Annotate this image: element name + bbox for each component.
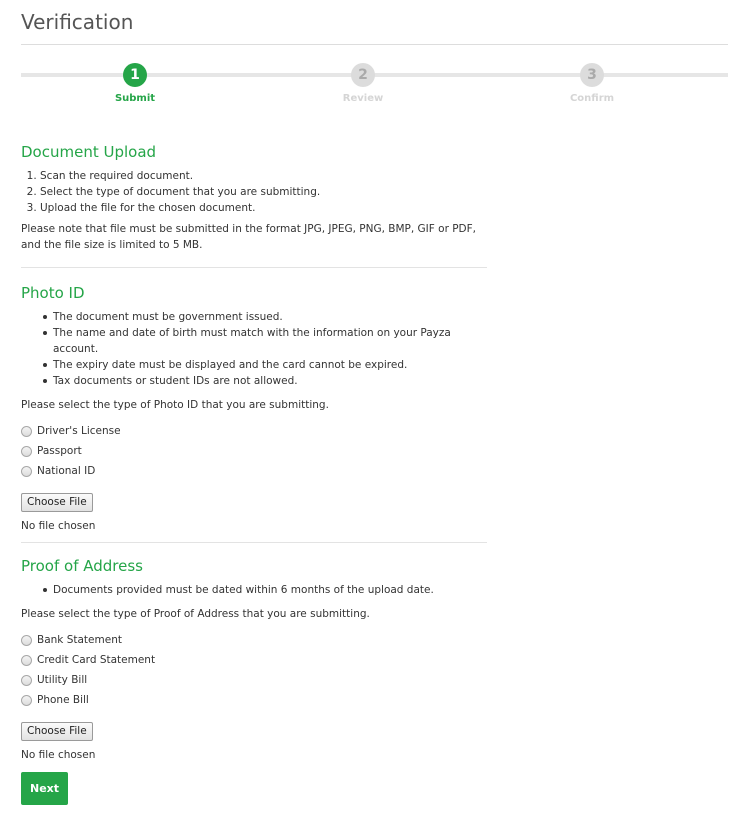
radio-button[interactable] [21, 695, 32, 706]
radio-label[interactable]: Bank Statement [37, 634, 122, 646]
progress-stepper [21, 62, 728, 114]
radio-drivers-license[interactable] [21, 421, 487, 441]
document-upload-section [21, 143, 487, 253]
photo-id-prompt: Please select the type of Photo ID that you are submitting. [21, 399, 329, 411]
step-review [303, 62, 423, 104]
list-item: Tax documents or student IDs are not allowed. [42, 373, 487, 389]
radio-label[interactable]: Utility Bill [37, 674, 88, 686]
radio-label[interactable]: Credit Card Statement [37, 654, 156, 666]
radio-button[interactable] [21, 446, 32, 457]
address-requirements [42, 582, 487, 598]
title-divider [21, 44, 728, 45]
radio-button[interactable] [21, 426, 32, 437]
list-item: 2. Select the type of document that you are submitting. [40, 184, 487, 200]
radio-passport[interactable] [21, 441, 487, 461]
radio-national-id[interactable] [21, 461, 487, 481]
upload-steps-list [40, 168, 487, 216]
proof-of-address-section [21, 557, 487, 763]
page-title: Verification [21, 10, 134, 34]
file-format-note: Please note that file must be submitted in the format JPG, JPEG, PNG, BMP, GIF or PDF, and the file size is limited to 5 MB. [21, 223, 477, 251]
verification-form [21, 143, 487, 763]
radio-button[interactable] [21, 655, 32, 666]
step-label: Confirm [569, 93, 615, 104]
photo-id-choose-file-button[interactable]: Choose File [21, 493, 93, 512]
radio-label[interactable]: Phone Bill [37, 694, 89, 706]
list-item: 3. Upload the file for the chosen document. [40, 200, 487, 216]
step-label: Submit [114, 93, 156, 104]
list-item: The document must be government issued. [42, 309, 487, 325]
photo-id-file-status: No file chosen [21, 520, 96, 532]
radio-label[interactable]: Driver's License [37, 425, 121, 437]
section-heading-document-upload: Document Upload [21, 143, 157, 161]
photo-id-section [21, 284, 487, 534]
radio-credit-card-statement[interactable] [21, 650, 487, 670]
radio-utility-bill[interactable] [21, 670, 487, 690]
radio-phone-bill[interactable] [21, 690, 487, 710]
step-label: Review [342, 93, 384, 104]
address-choose-file-button[interactable]: Choose File [21, 722, 93, 741]
step-confirm [532, 62, 652, 104]
list-item: The expiry date must be displayed and the card cannot be expired. [42, 357, 487, 373]
step-number-circle: 1 [123, 63, 147, 87]
section-heading-photo-id: Photo ID [21, 284, 85, 302]
radio-label[interactable]: Passport [37, 445, 82, 457]
list-item: The name and date of birth must match with the information on your Payza account. [42, 325, 487, 357]
radio-label[interactable]: National ID [37, 465, 96, 477]
address-file-status: No file chosen [21, 749, 96, 761]
section-divider [21, 542, 487, 543]
radio-bank-statement[interactable] [21, 630, 487, 650]
section-divider [21, 267, 487, 268]
radio-button[interactable] [21, 466, 32, 477]
radio-button[interactable] [21, 635, 32, 646]
section-heading-proof-of-address: Proof of Address [21, 557, 143, 575]
photo-id-requirements [42, 309, 487, 389]
address-prompt: Please select the type of Proof of Address that you are submitting. [21, 608, 370, 620]
step-submit [75, 62, 195, 104]
radio-button[interactable] [21, 675, 32, 686]
list-item: Documents provided must be dated within 6 months of the upload date. [42, 582, 487, 598]
next-button[interactable]: Next [21, 772, 68, 805]
list-item: 1. Scan the required document. [40, 168, 487, 184]
step-number-circle: 2 [351, 63, 375, 87]
step-number-circle: 3 [580, 63, 604, 87]
